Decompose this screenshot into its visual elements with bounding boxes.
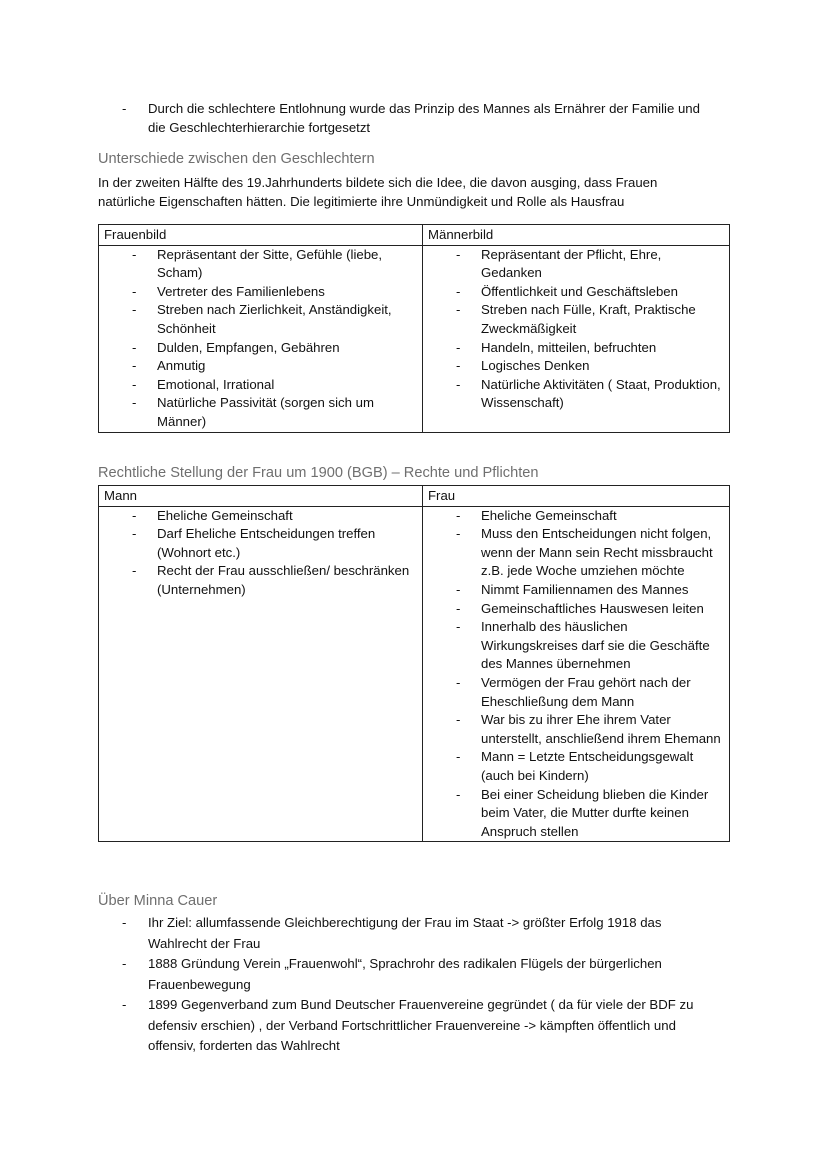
- list-item: [423, 674, 721, 711]
- list-item: [99, 246, 414, 283]
- maennerbild-list: [423, 246, 729, 413]
- list-item-text: War bis zu ihrer Ehe ihrem Vater unterstellt, anschließend ihrem Ehemann: [481, 712, 721, 746]
- table-header-maennerbild: Männerbild: [423, 225, 730, 246]
- list-item-text: Eheliche Gemeinschaft: [481, 507, 617, 523]
- list-item-text: Natürliche Aktivitäten ( Staat, Produktion, Wissenschaft): [481, 376, 721, 411]
- list-item-text: Emotional, Irrational: [157, 376, 275, 392]
- bullet-dash: -: [456, 674, 461, 690]
- list-item-text: Ihr Ziel: allumfassende Gleichberechtigung der Frau im Staat -> größter Erfolg 1918 das Wahlrecht der Frau: [148, 915, 662, 951]
- mann-rights-list: [99, 507, 422, 600]
- list-item: [120, 954, 720, 995]
- list-item-text: Muss den Entscheidungen nicht folgen, wenn der Mann sein Recht missbraucht z.B. jede Woche umziehen möchte: [481, 526, 713, 579]
- list-item: [99, 357, 414, 376]
- list-item: [99, 283, 414, 302]
- bullet-dash: -: [132, 302, 137, 318]
- list-item-text: Bei einer Scheidung blieben die Kinder beim Vater, die Mutter durfte keinen Anspruch stellen: [481, 786, 709, 839]
- bullet-dash: -: [132, 526, 137, 542]
- list-item-text: Anmutig: [157, 358, 206, 374]
- list-item-text: Natürliche Passivität (sorgen sich um Männer): [157, 395, 374, 429]
- list-item-text: Mann = Letzte Entscheidungsgewalt (auch bei Kindern): [481, 749, 694, 783]
- list-item: [120, 913, 720, 954]
- list-item-text: Handeln, mitteilen, befruchten: [481, 339, 657, 355]
- bullet-dash: -: [456, 507, 461, 523]
- section-paragraph: In der zweiten Hälfte des 19.Jahrhunderts bildete sich die Idee, die davon ausging, dass Frauen natürliche Eigenschaften hätten. Die legitimierte ihre Unmündigkeit und Rolle als Hausfrau: [98, 175, 658, 209]
- table-cell-mann: [99, 506, 423, 842]
- list-item-text: Vertreter des Familienlebens: [157, 283, 325, 299]
- list-item: [423, 600, 721, 619]
- list-item-text: Öffentlichkeit und Geschäftsleben: [481, 283, 678, 299]
- list-item: [99, 394, 414, 431]
- list-item-text: Logisches Denken: [481, 358, 590, 374]
- list-item: [423, 786, 721, 842]
- section-heading-differences: Unterschiede zwischen den Geschlechtern: [98, 151, 375, 167]
- bullet-dash: -: [132, 563, 137, 579]
- bullet-dash: -: [122, 915, 127, 930]
- list-item-text: Repräsentant der Pflicht, Ehre, Gedanken: [481, 246, 662, 281]
- bullet-dash: -: [456, 339, 461, 355]
- list-item-text: Repräsentant der Sitte, Gefühle (liebe, Scham): [157, 246, 383, 281]
- bullet-dash: -: [132, 358, 137, 374]
- list-item-text: Recht der Frau ausschließen/ beschränken (Unternehmen): [157, 563, 410, 597]
- list-item: [423, 525, 721, 581]
- list-item-text: Vermögen der Frau gehört nach der Eheschließung dem Mann: [481, 674, 691, 709]
- list-item: [99, 507, 414, 526]
- minna-cauer-list: [120, 913, 720, 1057]
- list-item: [423, 339, 721, 358]
- list-item: [99, 301, 414, 338]
- frauenbild-list: [99, 246, 422, 432]
- gender-image-table: [98, 224, 730, 433]
- bullet-dash: -: [132, 283, 137, 299]
- list-item: [99, 525, 414, 562]
- bullet-dash: -: [132, 339, 137, 355]
- bullet-dash: -: [456, 283, 461, 299]
- section-heading-minna-cauer: Über Minna Cauer: [98, 893, 218, 909]
- table-cell-frauenbild: [99, 245, 423, 432]
- list-item: [120, 995, 720, 1057]
- list-item: [423, 581, 721, 600]
- list-item: [99, 562, 414, 599]
- list-item-text: 1899 Gegenverband zum Bund Deutscher Frauenvereine gegründet ( da für viele der BDF zu defensiv erschien) , der Verband Fortschrittlicher Frauenvereine -> kämpften öffentlich und offensiv, forderten das Wahlrecht: [148, 997, 694, 1053]
- bullet-dash: -: [122, 997, 127, 1012]
- list-item-text: Dulden, Empfangen, Gebähren: [157, 339, 340, 355]
- list-item: [423, 711, 721, 748]
- bullet-dash: -: [456, 302, 461, 318]
- list-item: [423, 357, 721, 376]
- list-item-text: Darf Eheliche Entscheidungen treffen (Wohnort etc.): [157, 526, 376, 560]
- list-item: [99, 339, 414, 358]
- bullet-dash: -: [456, 749, 461, 765]
- legal-status-table: [98, 485, 730, 842]
- list-item-text: 1888 Gründung Verein „Frauenwohl“, Sprachrohr des radikalen Flügels der bürgerlichen Frauenbewegung: [148, 956, 662, 992]
- table-header-mann: Mann: [99, 486, 423, 507]
- list-item: [423, 301, 721, 338]
- list-item: [423, 618, 721, 674]
- list-item-text: Eheliche Gemeinschaft: [157, 507, 293, 523]
- bullet-dash: -: [122, 956, 127, 971]
- bullet-dash: -: [456, 619, 461, 635]
- section-heading-legal-status: Rechtliche Stellung der Frau um 1900 (BGB) – Rechte und Pflichten: [98, 465, 539, 481]
- list-item: [423, 283, 721, 302]
- bullet-dash: -: [456, 526, 461, 542]
- bullet-dash: -: [132, 246, 137, 262]
- list-item-text: Innerhalb des häuslichen Wirkungskreises darf sie die Geschäfte des Mannes übernehmen: [481, 619, 710, 672]
- bullet-dash: -: [456, 712, 461, 728]
- list-item: [120, 99, 720, 137]
- list-item-text: Nimmt Familiennamen des Mannes: [481, 581, 689, 597]
- bullet-dash: -: [456, 600, 461, 616]
- bullet-dash: -: [132, 507, 137, 523]
- bullet-dash: -: [456, 376, 461, 392]
- list-item-text: Gemeinschaftliches Hauswesen leiten: [481, 600, 704, 616]
- list-item: [423, 246, 721, 283]
- table-header-frau: Frau: [423, 486, 730, 507]
- bullet-dash: -: [132, 395, 137, 411]
- list-item-text: Durch die schlechtere Entlohnung wurde das Prinzip des Mannes als Ernährer der Familie und die Geschlechterhierarchie fortgesetzt: [148, 101, 700, 135]
- list-item: [423, 748, 721, 785]
- bullet-dash: -: [456, 358, 461, 374]
- intro-bullet-list: [120, 99, 720, 137]
- list-item: [99, 376, 414, 395]
- bullet-dash: -: [456, 786, 461, 802]
- list-item-text: Streben nach Fülle, Kraft, Praktische Zweckmäßigkeit: [481, 302, 696, 336]
- list-item: [423, 507, 721, 526]
- bullet-dash: -: [122, 101, 127, 116]
- bullet-dash: -: [456, 246, 461, 262]
- bullet-dash: -: [456, 581, 461, 597]
- table-header-frauenbild: Frauenbild: [99, 225, 423, 246]
- table-cell-maennerbild: [423, 245, 730, 432]
- list-item-text: Streben nach Zierlichkeit, Anständigkeit, Schönheit: [157, 302, 392, 336]
- table-cell-frau: [423, 506, 730, 842]
- bullet-dash: -: [132, 376, 137, 392]
- frau-rights-list: [423, 507, 729, 842]
- list-item: [423, 376, 721, 413]
